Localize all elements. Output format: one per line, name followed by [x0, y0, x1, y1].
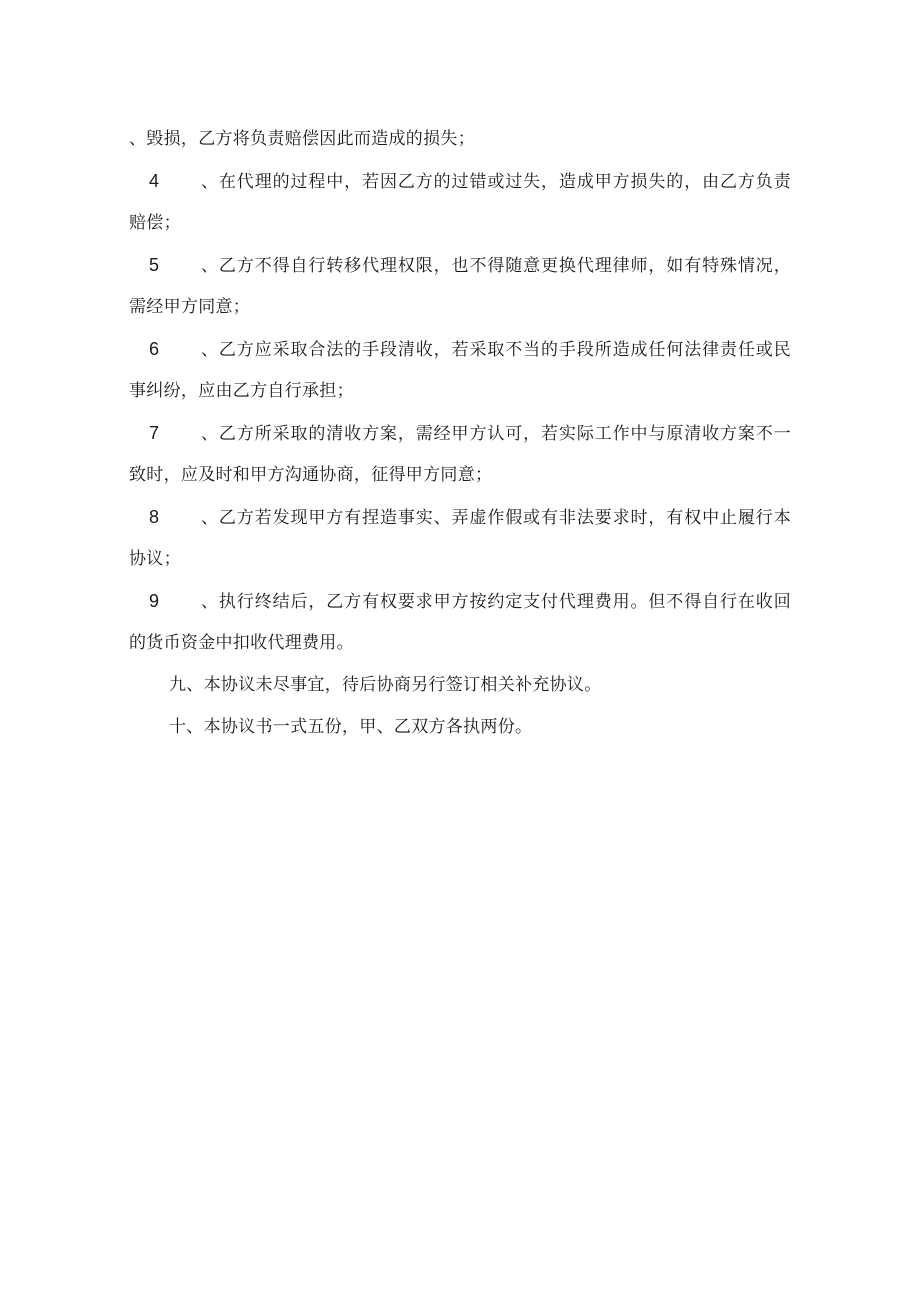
- document-body: [129, 118, 791, 748]
- continuation-line: 、毁损，乙方将负责赔偿因此而造成的损失；: [129, 129, 475, 149]
- item-text-line2: 致时，应及时和甲方沟通协商，征得甲方同意；: [129, 465, 493, 485]
- list-item-6: [129, 328, 791, 412]
- item-number: 8: [149, 507, 160, 527]
- item-text-line2: 需经甲方同意；: [129, 297, 251, 317]
- item-text-line1: 、执行终结后，乙方有权要求甲方按约定支付代理费用。但不得自行在收回: [201, 592, 791, 612]
- item-number: 7: [149, 423, 160, 443]
- item-text-line1: 、在代理的过程中，若因乙方的过错或过失，造成甲方损失的，由乙方负责: [201, 172, 791, 192]
- item-number: 5: [149, 255, 160, 275]
- list-item-7: [129, 412, 791, 496]
- list-item-4: [129, 160, 791, 244]
- item-text-line1: 、乙方所采取的清收方案，需经甲方认可，若实际工作中与原清收方案不一: [201, 424, 791, 444]
- section-nine: 九、本协议未尽事宜，待后协商另行签订相关补充协议。: [169, 675, 602, 695]
- item-text-line2: 赔偿；: [129, 213, 181, 233]
- item-number: 4: [149, 171, 160, 191]
- item-text-line1: 、乙方不得自行转移代理权限，也不得随意更换代理律师，如有特殊情况，: [201, 256, 791, 276]
- item-text-line2: 的货币资金中扣收代理费用。: [129, 633, 354, 653]
- item-text-line1: 、乙方应采取合法的手段清收，若采取不当的手段所造成任何法律责任或民: [201, 340, 791, 360]
- item-number: 6: [149, 339, 160, 359]
- item-number: 9: [149, 591, 160, 611]
- list-item-5: [129, 244, 791, 328]
- item-text-line2: 协议；: [129, 549, 181, 569]
- list-item-9: [129, 580, 791, 664]
- item-text-line2: 事纠纷，应由乙方自行承担；: [129, 381, 354, 401]
- section-ten: 十、本协议书一式五份，甲、乙双方各执两份。: [169, 717, 533, 737]
- list-item-8: [129, 496, 791, 580]
- item-text-line1: 、乙方若发现甲方有捏造事实、弄虚作假或有非法要求时，有权中止履行本: [201, 508, 791, 528]
